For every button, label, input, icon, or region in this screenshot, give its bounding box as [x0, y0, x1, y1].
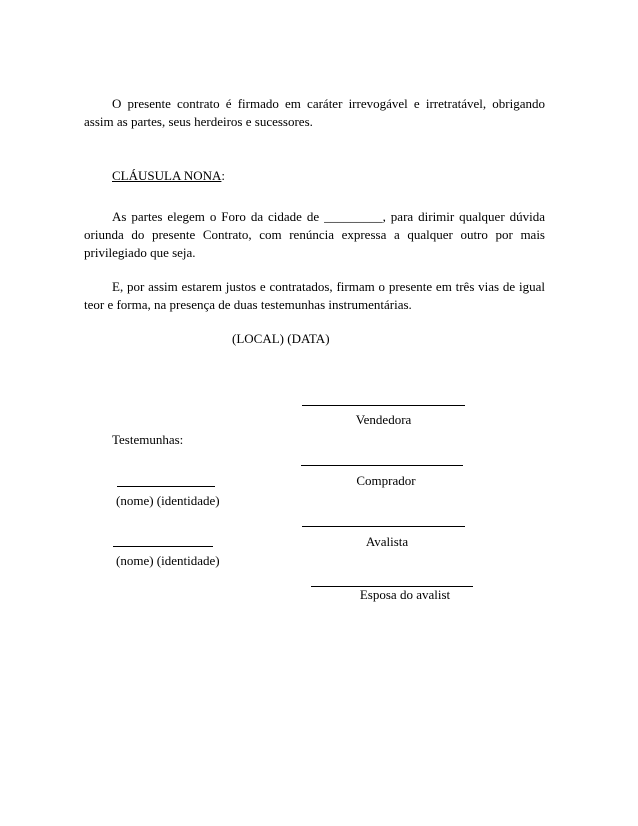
- paragraph-binding-contract: O presente contrato é firmado em caráter irrevogável e irretratável, obrigando assim as partes, seus herdeiros e sucessores.: [84, 96, 545, 129]
- guarantor-spouse-signature-label: Esposa do avalist: [359, 587, 451, 602]
- seller-signature-label: Vendedora: [355, 412, 412, 427]
- buyer-signature-label: Comprador: [356, 473, 416, 488]
- buyer-signature-line: [301, 465, 463, 466]
- witness-1-signature-line: [117, 486, 215, 487]
- clause-heading: [112, 167, 225, 185]
- witness-2-identification: (nome) (identidade): [116, 553, 220, 568]
- paragraph-signing: E, por assim estarem justos e contratados, firmam o presente em três vias de igual teor e forma, na presença de duas testemunhas instrumentárias.: [84, 279, 545, 312]
- seller-signature-line: [302, 405, 465, 406]
- witnesses-label: Testemunhas:: [112, 432, 184, 447]
- guarantor-signature-line: [302, 526, 465, 527]
- witness-2-signature-line: [113, 546, 213, 547]
- guarantor-signature-label: Avalista: [365, 534, 409, 549]
- clause-heading-text: CLÁUSULA NONA: [112, 168, 222, 183]
- paragraph-forum: As partes elegem o Foro da cidade de _________, para dirimir qualquer dúvida oriunda do presente Contrato, com renúncia expressa a qualquer outro por mais privilegiado que seja.: [84, 209, 545, 260]
- clause-heading-suffix: :: [221, 168, 226, 183]
- witness-1-identification: (nome) (identidade): [116, 493, 220, 508]
- local-date: (LOCAL) (DATA): [232, 331, 330, 346]
